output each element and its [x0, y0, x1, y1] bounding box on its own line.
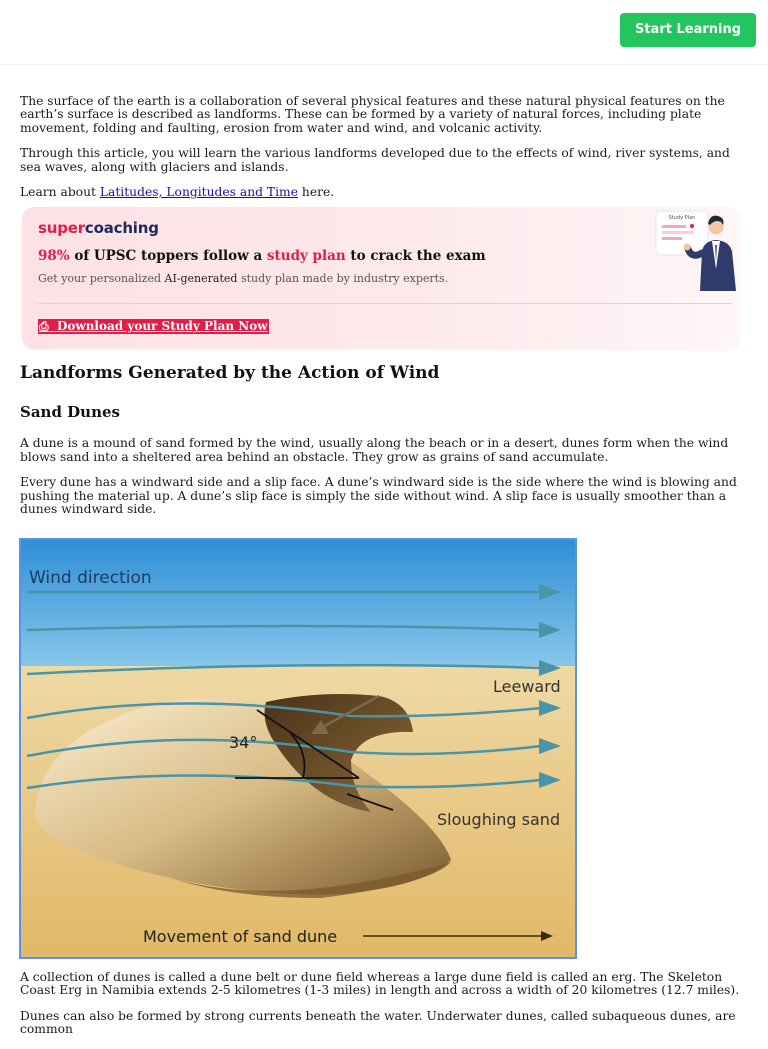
learn-about-suffix: here.: [298, 185, 335, 200]
promo-headline: [38, 248, 486, 264]
illustration-caption: Study Plan: [668, 215, 696, 222]
sand-dune-diagram: [19, 538, 577, 959]
sloughing-sand-label: Sloughing sand: [437, 810, 561, 829]
subaqueous-paragraph: Dunes can also be formed by strong currents beneath the water. Underwater dunes, called subaqueous dunes, are common: [20, 1008, 736, 1037]
subline-pre: Get your personalized: [38, 272, 165, 286]
top-bar: [0, 0, 768, 65]
intro-paragraph-2: Through this article, you will learn the various landforms developed due to the effects of wind, river systems, and sea waves, along with glaciers and islands.: [20, 146, 730, 174]
download-label: Download your Study Plan Now: [56, 319, 268, 334]
supercoaching-logo: [38, 219, 159, 237]
intro-paragraph-1: The surface of the earth is a collaboration of several physical features and these natural physical features on the earth’s surface is described as landforms. These can be formed by a variety of natural forces, including plate movement, folding and faulting, erosion from water and wind, and volcanic activity.: [20, 94, 725, 135]
dune-field-paragraph: A collection of dunes is called a dune belt or dune field whereas a large dune field is called an erg. The Skeleton Coast Erg in Namibia extends 2-5 kilometres (1-3 miles) in length and across a width of 20 kilometres (12.7 miles).: [20, 970, 740, 998]
headline-percent: 98%: [38, 248, 70, 265]
movement-label: Movement of sand dune: [143, 927, 338, 946]
teacher-illustration: [652, 203, 742, 293]
start-learning-button[interactable]: Start Learning: [620, 13, 756, 47]
intro-paragraph-3: [20, 186, 750, 199]
brand-part-super: super: [38, 219, 85, 238]
section-title: Landforms Generated by the Action of Wind: [20, 363, 440, 384]
subsection-title: Sand Dunes: [20, 403, 120, 422]
learn-about-prefix: Learn about: [20, 185, 100, 200]
promo-divider: [38, 303, 732, 304]
subline-post: study plan made by industry experts.: [237, 272, 449, 286]
supercoaching-promo-card: [22, 207, 740, 349]
brand-part-coaching: coaching: [84, 219, 159, 238]
article-content: [20, 95, 750, 528]
dune-paragraph-1: A dune is a mound of sand formed by the wind, usually along the beach or in a desert, dunes form when the wind blows sand into a sheltered area behind an obstacle. They grow as grains of sand accumulate.: [20, 436, 729, 464]
download-icon: ⎙: [39, 319, 49, 334]
leeward-label: Leeward: [493, 677, 561, 696]
download-study-plan-link[interactable]: [38, 319, 269, 334]
wind-direction-label: Wind direction: [29, 568, 152, 588]
after-figure-content: [20, 971, 750, 1049]
headline-mid: of UPSC toppers follow a: [69, 248, 267, 265]
subline-bold: AI-generated: [164, 272, 238, 286]
headline-highlight: study plan: [266, 248, 346, 265]
dune-paragraph-2: Every dune has a windward side and a slip face. A dune’s windward side is the side where the wind is blowing and pushing the material up. A dune’s slip face is simply the side without wind. A slip face is usually smoother than a dunes windward side.: [20, 475, 737, 517]
latitudes-longitudes-link[interactable]: Latitudes, Longitudes and Time: [99, 185, 298, 200]
angle-label: 34°: [229, 733, 258, 752]
headline-end: to crack the exam: [345, 248, 486, 265]
promo-subline: [38, 272, 448, 285]
